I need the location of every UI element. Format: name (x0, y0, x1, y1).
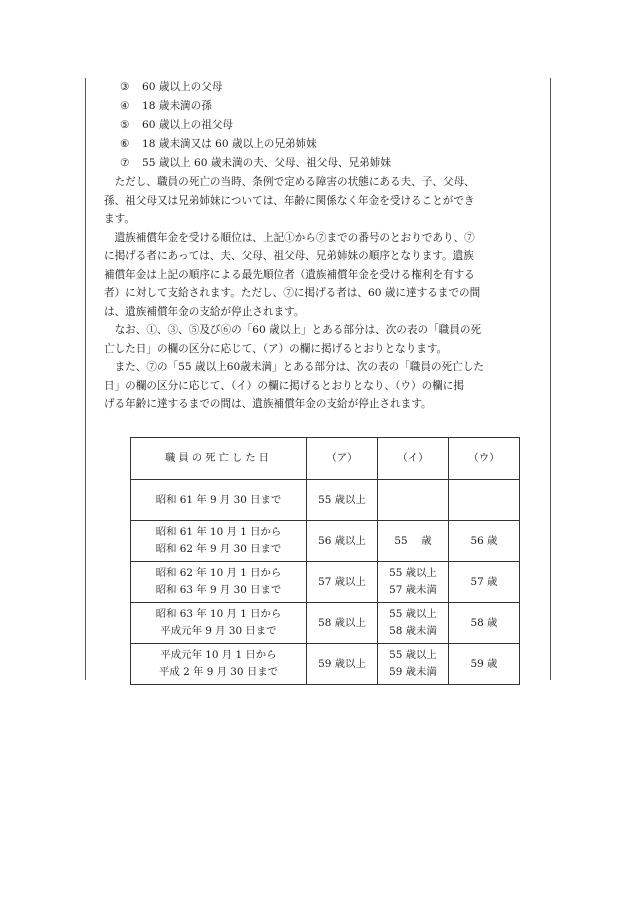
cell-death-date (131, 562, 307, 603)
date-line: 平成元年 9 月 30 日まで (160, 625, 277, 637)
cell-u (449, 480, 520, 521)
text-line: 補償年金は上記の順序による最先順位者（遺族補償年金を受ける権利を有する (104, 268, 475, 281)
cell-a: 59 歳以上 (307, 644, 378, 685)
cell-i (378, 603, 449, 644)
cell-u: 56 歳 (449, 521, 520, 562)
text-line: なお、①、③、⑤及び⑥の「60 歳以上」とある部分は、次の表の「職員の死 (104, 324, 482, 336)
list-item-text: 55 歳以上 60 歳未満の夫、父母、祖父母、兄弟姉妹 (142, 157, 391, 169)
cell-death-date (131, 644, 307, 685)
table-row (131, 644, 520, 685)
list-item-text: 18 歳未満又は 60 歳以上の兄弟姉妹 (142, 138, 317, 150)
cell-death-date (131, 521, 307, 562)
list-item-text: 60 歳以上の祖父母 (142, 119, 234, 131)
list-item-number: ④ (120, 100, 130, 112)
age-line: 55 歳以上 (389, 649, 437, 661)
table-row (131, 562, 520, 603)
age-line: 55 歳以上 (389, 567, 437, 579)
header-i: （イ） (378, 438, 449, 480)
list-item-text: 18 歳未満の孫 (142, 100, 212, 112)
cell-a: 55 歳以上 (307, 480, 378, 521)
text-line: ます。 (104, 213, 135, 225)
cell-death-date (131, 480, 307, 521)
list-item-number: ⑥ (120, 138, 130, 150)
age-line: 58 歳未満 (389, 625, 437, 637)
cell-u: 58 歳 (449, 603, 520, 644)
text-line: 孫、祖父母又は兄弟姉妹については、年齢に関係なく年金を受けることができ (104, 194, 475, 207)
paragraph-exception (104, 173, 534, 229)
cell-a: 56 歳以上 (307, 521, 378, 562)
eligible-list (104, 78, 534, 173)
date-line: 昭和 62 年 10 月 1 日から (155, 567, 282, 579)
text-line: 者）に対して支給されます。ただし、⑦に掲げる者は、60 歳に達するまでの間 (104, 287, 481, 299)
cell-a: 58 歳以上 (307, 603, 378, 644)
table-row (131, 521, 520, 562)
date-line: 昭和 63 年 9 月 30 日まで (155, 584, 282, 596)
list-item (104, 135, 534, 154)
header-label: 職員の死亡した日 (164, 452, 273, 464)
text-line: また、⑦の「55 歳以上60歳未満」とある部分は、次の表の「職員の死亡した (104, 361, 484, 373)
header-death-date (131, 438, 307, 480)
date-line: 平成 2 年 9 月 30 日まで (159, 666, 278, 678)
age-line: 55 歳以上 (389, 608, 437, 620)
list-item-number: ③ (120, 81, 130, 93)
list-item-number: ⑤ (120, 119, 130, 131)
text-line: に掲げる者にあっては、夫、父母、祖父母、兄弟姉妹の順序となります。遺族 (104, 250, 474, 262)
list-item (104, 78, 534, 97)
cell-i (378, 644, 449, 685)
header-a: （ア） (307, 438, 378, 480)
list-item-number: ⑦ (120, 157, 130, 169)
table-row (131, 480, 520, 521)
cell-i (378, 562, 449, 603)
cell-i (378, 480, 449, 521)
date-line: 昭和 61 年 9 月 30 日まで (155, 493, 282, 506)
text-line: は、遺族補償年金の支給が停止されます。 (104, 305, 305, 318)
cell-u: 59 歳 (449, 644, 520, 685)
header-u: （ウ） (449, 438, 520, 480)
paragraph-order (104, 229, 534, 322)
table-header-row (131, 438, 520, 480)
date-line: 平成元年 10 月 1 日から (160, 649, 277, 661)
age-line: 59 歳未満 (389, 666, 437, 678)
text-line: ただし、職員の死亡の当時、条例で定める障害の状態にある夫、子、父母、 (104, 176, 475, 188)
document-body (104, 78, 534, 414)
list-item-text: 60 歳以上の父母 (142, 81, 223, 93)
list-item (104, 97, 534, 116)
cell-a: 57 歳以上 (307, 562, 378, 603)
page-border-left (85, 78, 86, 680)
cell-death-date (131, 603, 307, 644)
date-line: 昭和 63 年 10 月 1 日から (155, 608, 282, 620)
cell-i: 55 歳 (378, 521, 449, 562)
text-line: 日」の欄の区分に応じて、（イ）の欄に掲げるとおりとなり、（ウ）の欄に掲 (104, 379, 464, 392)
text-line: 亡した日」の欄の区分に応じて、（ア）の欄に掲げるとおりとなります。 (104, 342, 448, 355)
date-line: 昭和 61 年 10 月 1 日から (155, 526, 282, 538)
date-line: 昭和 62 年 9 月 30 日まで (155, 543, 282, 555)
age-transition-table (130, 437, 520, 685)
age-line: 57 歳未満 (389, 584, 437, 596)
text-line: 遺族補償年金を受ける順位は、上記①から⑦までの番号のとおりであり、⑦ (104, 231, 475, 244)
table-row (131, 603, 520, 644)
paragraph-note-a (104, 321, 534, 358)
list-item (104, 116, 534, 135)
page-border-right (550, 78, 551, 680)
paragraph-note-b (104, 358, 534, 414)
cell-u: 57 歳 (449, 562, 520, 603)
text-line: げる年齢に達するまでの間は、遺族補償年金の支給が停止されます。 (104, 398, 432, 410)
list-item (104, 154, 534, 173)
